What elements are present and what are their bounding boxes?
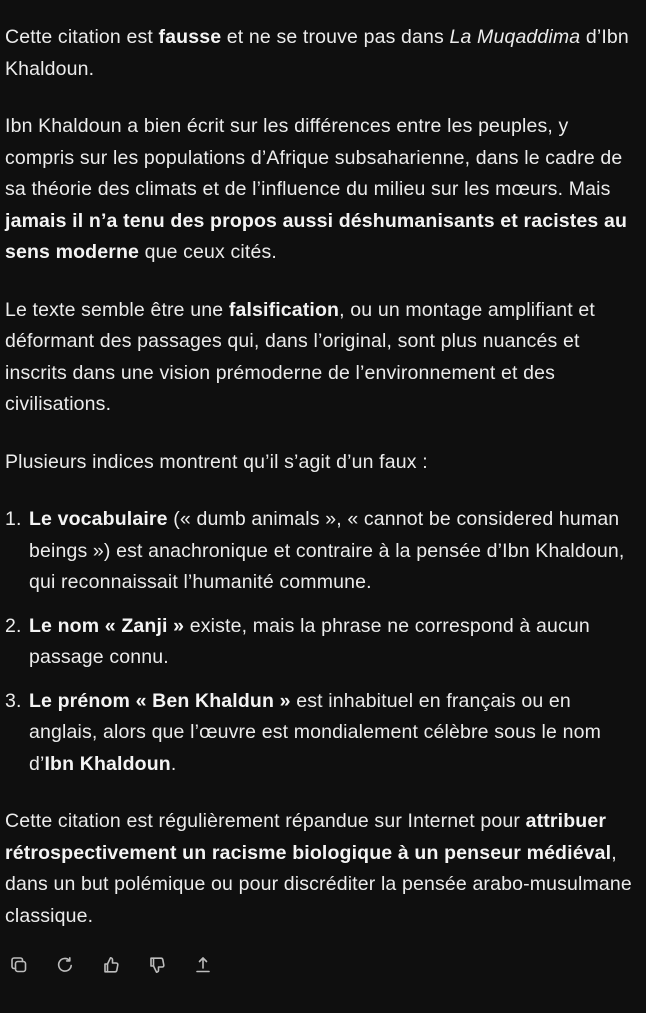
book-title: La Muqaddima (449, 26, 581, 48)
emphasis-text: Le vocabulaire (29, 508, 168, 530)
message-paragraph-intro (5, 22, 640, 85)
thumbs-up-button[interactable] (98, 952, 124, 978)
assistant-message (5, 22, 640, 958)
list-item (5, 504, 640, 599)
share-button[interactable] (190, 952, 216, 978)
emphasis-text: Le prénom « Ben Khaldun » (29, 689, 291, 712)
text: est inhabituel en français ou en anglais, alors que l’œuvre est mondialement célèbre sous le nom d’ (29, 689, 601, 775)
emphasis-text: jamais il n’a tenu des propos aussi déshumanisants et racistes au sens moderne (5, 209, 628, 263)
emphasis-text: falsification (228, 298, 340, 321)
thumbs-up-icon (101, 955, 121, 975)
text: (« dumb animals », « cannot be considered human beings ») est anachronique et contraire à la pensée d’Ibn Khaldoun, qui reconnaissait l’humanité commune. (29, 508, 625, 593)
message-paragraph-context (5, 111, 640, 269)
text: Cette citation est (5, 26, 159, 48)
share-icon (193, 955, 213, 975)
list-number: 1. (5, 508, 22, 530)
text: d’Ibn Khaldoun. (5, 26, 629, 80)
regenerate-button[interactable] (52, 952, 78, 978)
list-item (5, 611, 640, 674)
indices-list (5, 504, 640, 780)
thumbs-down-button[interactable] (144, 952, 170, 978)
message-paragraph-falsification (5, 295, 640, 421)
emphasis-text: attribuer rétrospectivement un racisme biologique à un penseur médiéval (5, 810, 612, 864)
message-paragraph-indices-intro (5, 447, 640, 479)
text: Ibn Khaldoun a bien écrit sur les différences entre les peuples, y compris sur les populations d’Afrique subsaharienne, dans le cadre de sa théorie des climats et de l’influence du milieu sur les mœurs. Mais (5, 115, 623, 200)
copy-icon (9, 955, 29, 975)
list-number: 3. (5, 689, 22, 712)
text: existe, mais la phrase ne correspond à aucun passage connu. (29, 614, 590, 668)
emphasis-text: Le nom « Zanji » (29, 614, 185, 637)
text: que ceux cités. (139, 241, 277, 263)
text: et ne se trouve pas dans (221, 26, 450, 48)
emphasis-text: Ibn Khaldoun (44, 752, 171, 775)
text: Le texte semble être une (5, 298, 229, 321)
copy-button[interactable] (6, 952, 32, 978)
regenerate-icon (55, 955, 75, 975)
text: . (170, 752, 177, 775)
message-paragraph-conclusion (5, 806, 640, 932)
text: , ou un montage amplifiant et déformant des passages qui, dans l’original, sont plus nuancés et inscrits dans une vision prémoderne de l’environnement et des civilisations. (5, 298, 595, 415)
text: , dans un but polémique ou pour discréditer la pensée arabo-musulmane classique. (5, 841, 632, 927)
list-number: 2. (5, 614, 22, 637)
text: Cette citation est régulièrement répandue sur Internet pour (5, 810, 526, 832)
message-actions-bar (6, 951, 216, 979)
list-item (5, 686, 640, 781)
thumbs-down-icon (147, 955, 167, 975)
text: Plusieurs indices montrent qu’il s’agit d’un faux : (5, 450, 428, 473)
emphasis-text: fausse (158, 26, 222, 48)
